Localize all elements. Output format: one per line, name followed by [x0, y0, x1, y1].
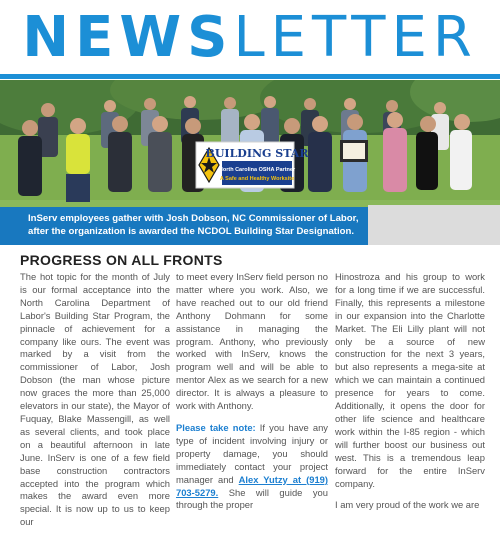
article-column-3 — [335, 271, 485, 521]
col3-paragraph-1: Hinostroza and his group to work for a long time if we are successful. Finally, this represents a milestone in our expansion into the Charlotte Market. The Eli Lilly plant will not only be a source of new construction for the next 3 years, but also represents a mega-site at which we can maintain a continued presence for years to come. Additionally, it opens the door for other life science and healthcare work within the I-85 region - which will further boost our business out west. This is a tremendous leap forward for the entire InServ company. — [335, 271, 485, 489]
article-column-1 — [20, 271, 170, 538]
photo-caption — [0, 207, 368, 245]
title-light: LETTER — [233, 5, 478, 70]
article-column-2 — [176, 271, 328, 521]
note-body: If you have any type of incident involving injury or property damage, you should immediately contact your project manager and — [176, 421, 328, 485]
note-tail: She will guide you through the proper — [176, 486, 328, 511]
sign-line-1: North Carolina OSHA Partner — [218, 167, 296, 173]
note-lead: Please take note: — [176, 421, 256, 433]
col1-paragraph: The hot topic for the month of July is our formal acceptance into the North Carolina Department of Labor's Building Star Program, the pinnacle of achievement for a company like ours. The event was marked by a visit from the commissioner of Labor, Josh Dobson (the man whose picture now graces the more than 25,000 elevators in our state), the Mayor of Fuquay, Blake Massengill, as well as several clients, and took place on a beautiful afternoon in late June. InServ is one of a few field base construction contractors accepted into the program which makes the award even more special. It is now up to us to keep our — [20, 271, 170, 528]
col2-paragraph-2 — [176, 422, 328, 512]
col2-paragraph-1: to meet every InServ field person no matter where you work. Also, we have reached out to our old friend Anthony Dohmann for some assistance in managing the program. Anthony, who previously worked with InServ, knows the program well and will be able to mentor Alex as we search for a new director. It is always a pleasure to work with Anthony. — [176, 271, 328, 412]
masthead — [0, 6, 500, 70]
contact-phone-link[interactable]: Alex Yutzy at (919) 703-5279. — [176, 473, 329, 498]
article-title: PROGRESS ON ALL FRONTS — [20, 252, 223, 268]
caption-line-2: after the organization is awarded the NCDOL Building Star Designation. — [28, 226, 355, 237]
masthead-rule — [0, 74, 500, 79]
sign-line-2: A Safe and Healthy Worksite — [219, 176, 295, 182]
title-bold: NEWS — [22, 5, 234, 70]
caption-line-1: InServ employees gather with Josh Dobson, NC Commissioner of Labor, — [28, 213, 359, 224]
col3-paragraph-2: I am very proud of the work we are — [335, 499, 480, 511]
sign-title: BUILDING STAR — [205, 147, 309, 160]
newsletter-title — [0, 6, 500, 70]
